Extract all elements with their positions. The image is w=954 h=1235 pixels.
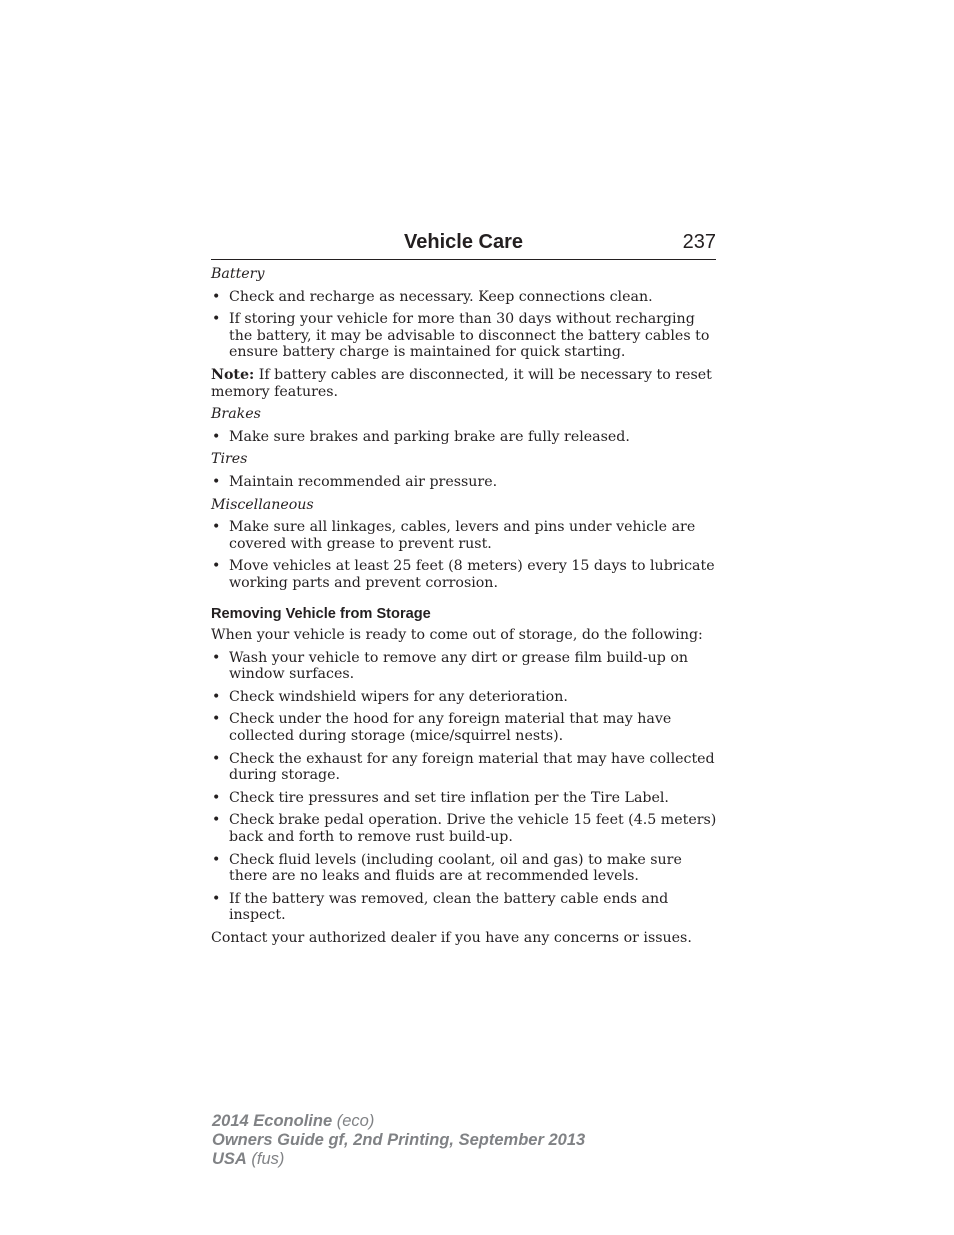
subheading-brakes: Brakes xyxy=(211,406,261,423)
note-text: If battery cables are disconnected, it will be necessary to reset memory features. xyxy=(211,366,712,400)
brakes-list xyxy=(211,429,721,446)
list-item: • If the battery was removed, clean the battery cable ends and inspect. xyxy=(211,891,721,924)
footer-line-model: 2014 Econoline (eco) xyxy=(212,1112,375,1130)
section-heading-removing-storage: Removing Vehicle from Storage xyxy=(211,605,431,622)
footer-line-guide: Owners Guide gf, 2nd Printing, September 2013 xyxy=(212,1131,586,1149)
note-paragraph xyxy=(211,367,721,400)
page-number: 237 xyxy=(682,231,716,253)
page-footer xyxy=(212,1112,585,1169)
list-item: • Check fluid levels (including coolant, oil and gas) to make sure there are no leaks and fluids are at recommended levels. xyxy=(211,852,721,885)
page-content xyxy=(211,266,721,953)
subheading-miscellaneous: Miscellaneous xyxy=(211,496,314,513)
list-item: • Make sure all linkages, cables, levers and pins under vehicle are covered with grease to prevent rust. xyxy=(211,519,721,552)
list-item: • Check brake pedal operation. Drive the vehicle 15 feet (4.5 meters) back and forth to remove rust build-up. xyxy=(211,812,721,845)
battery-list xyxy=(211,289,721,361)
page-header xyxy=(211,229,716,260)
chapter-title: Vehicle Care xyxy=(404,231,523,253)
closing-paragraph: Contact your authorized dealer if you have any concerns or issues. xyxy=(211,930,692,946)
footer-line-region: USA (fus) xyxy=(212,1150,285,1168)
list-item: • Check the exhaust for any foreign material that may have collected during storage. xyxy=(211,751,721,784)
list-item: • Check under the hood for any foreign material that may have collected during storage (mice/squirrel nests). xyxy=(211,711,721,744)
list-item: • Check and recharge as necessary. Keep connections clean. xyxy=(211,289,721,306)
list-item: • Check windshield wipers for any deterioration. xyxy=(211,689,721,706)
list-item: • Wash your vehicle to remove any dirt or grease film build-up on window surfaces. xyxy=(211,650,721,683)
list-item: • Maintain recommended air pressure. xyxy=(211,474,721,491)
removing-list xyxy=(211,650,721,924)
subheading-tires: Tires xyxy=(211,451,248,468)
intro-paragraph: When your vehicle is ready to come out of storage, do the following: xyxy=(211,627,703,644)
tires-list xyxy=(211,474,721,491)
misc-list xyxy=(211,519,721,591)
subheading-battery: Battery xyxy=(211,266,265,282)
list-item: • Move vehicles at least 25 feet (8 meters) every 15 days to lubricate working parts and prevent corrosion. xyxy=(211,558,721,591)
list-item: • If storing your vehicle for more than 30 days without recharging the battery, it may be advisable to disconnect the battery cables to ensure battery charge is maintained for quick starting. xyxy=(211,311,721,361)
list-item: • Make sure brakes and parking brake are fully released. xyxy=(211,429,721,446)
list-item: • Check tire pressures and set tire inflation per the Tire Label. xyxy=(211,790,721,807)
note-label: Note: xyxy=(211,366,255,383)
